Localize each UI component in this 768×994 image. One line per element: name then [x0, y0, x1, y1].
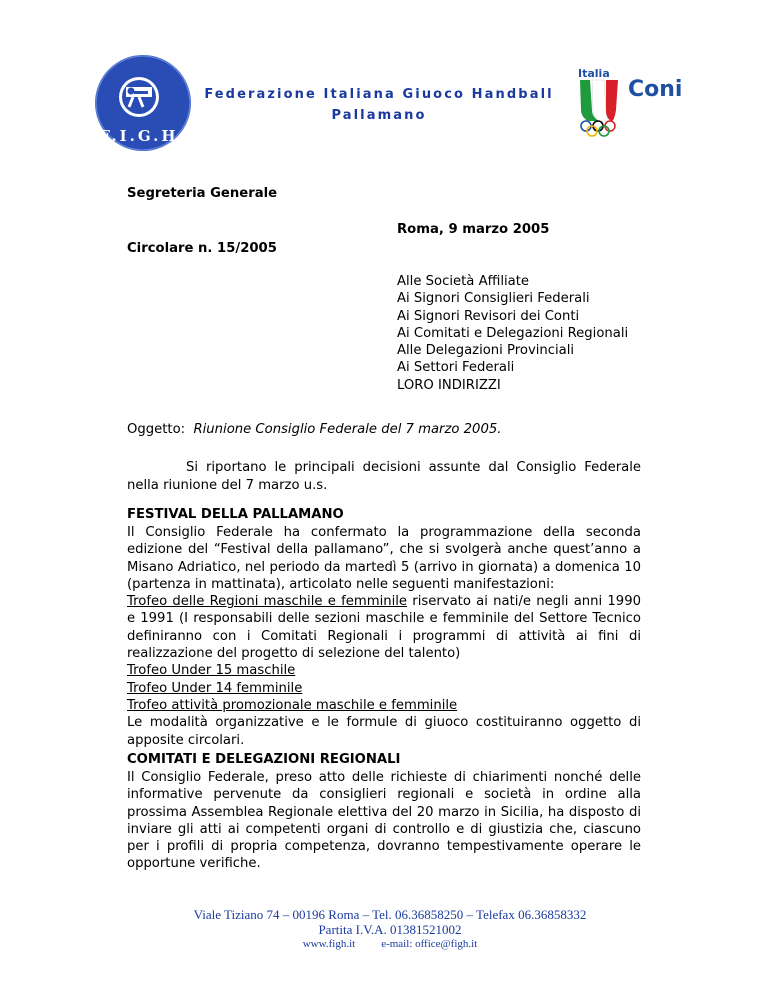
date-line: Roma, 9 marzo 2005	[397, 222, 550, 237]
footer-email-link[interactable]: e-mail: office@figh.it	[381, 938, 478, 950]
federation-name-line1: Federazione Italiana Giuoco Handball	[204, 87, 554, 102]
coni-logo-word: Coni	[628, 77, 683, 102]
section-festival-paragraph: Il Consiglio Federale ha confermato la programmazione della seconda edizione del “Festival della pallamano”, che si svolgerà anche quest’anno a Misano Adriatico, nel periodo da martedì 5 (arrivo in giornata) a domenica 10 (partenza in mattinata), articolato nelle seguenti manifestazioni:	[127, 525, 641, 592]
recipient-item: Ai Comitati e Delegazioni Regionali	[397, 325, 629, 341]
footer-vat: Partita I.V.A. 01381521002	[318, 922, 462, 937]
recipient-item: Ai Signori Consiglieri Federali	[397, 291, 590, 307]
trofeo-promozionale: Trofeo attività promozionale maschile e femminile	[127, 697, 458, 713]
subject-label: Oggetto:	[127, 422, 186, 437]
federation-name-line2: Pallamano	[331, 108, 427, 123]
federation-name	[198, 84, 560, 126]
circolare-number: Circolare n. 15/2005	[127, 241, 277, 256]
coni-logo	[576, 66, 701, 138]
footer-contacts	[140, 937, 640, 951]
trofeo-regioni-desc: riservato ai nati/e negli anni 1990 e 1991 (I responsabili delle sezioni maschile e femminile del Settore Tecnico definiranno con i Comitati Regionali i programmi di attività ai fini di realizzazione del progetto di selezione del talento)	[127, 594, 641, 662]
section-comitati	[127, 751, 641, 873]
recipient-item: Ai Signori Revisori dei Conti	[397, 308, 580, 324]
section-comitati-paragraph: Il Consiglio Federale, preso atto delle richieste di chiarimenti nonché delle informative pervenute da consiglieri regionali e società in ordine alla prossima Assemblea Regionale elettiva del 20 marzo in Sicilia, ha disposto di inviare gli atti ai competenti organi di controllo e di giustizia che, ciascuno per i profili di propria competenza, dovranno tempestivamente operare le opportune verifiche.	[127, 770, 641, 872]
section-festival-closing: Le modalità organizzative e le formule di giuoco costituiranno oggetto di apposite circolari.	[127, 715, 641, 748]
recipient-item: Alle Delegazioni Provinciali	[397, 343, 575, 359]
segreteria-label: Segreteria Generale	[127, 186, 278, 201]
intro-text: Si riportano le principali decisioni assunte dal Consiglio Federale nella riunione del 7 marzo u.s.	[127, 460, 641, 493]
section-comitati-title: COMITATI E DELEGAZIONI REGIONALI	[127, 752, 401, 767]
trofeo-under15: Trofeo Under 15 maschile	[127, 663, 296, 679]
figh-logo-letters: F.I.G.H.	[99, 127, 187, 145]
subject-text: Riunione Consiglio Federale del 7 marzo 2005.	[193, 422, 502, 437]
footer-website-link[interactable]: www.figh.it	[302, 938, 356, 950]
figh-logo	[93, 53, 193, 153]
recipient-item: LORO INDIRIZZI	[397, 377, 501, 393]
recipient-item: Alle Società Affiliate	[397, 274, 530, 289]
trofeo-under14: Trofeo Under 14 femminile	[127, 680, 303, 696]
footer-address: Viale Tiziano 74 – 00196 Roma – Tel. 06.36858250 – Telefax 06.36858332	[193, 907, 587, 922]
recipient-item: Ai Settori Federali	[397, 360, 515, 376]
olympic-rings-icon	[581, 121, 615, 136]
intro-paragraph	[127, 459, 641, 494]
recipients-list	[397, 273, 717, 394]
trofeo-regioni-title: Trofeo delle Regioni maschile e femminile	[127, 594, 408, 610]
section-festival	[127, 506, 641, 749]
subject-line	[127, 421, 501, 439]
section-festival-title: FESTIVAL DELLA PALLAMANO	[127, 507, 344, 522]
trofeo-regioni	[127, 593, 641, 662]
coni-logo-italia: Italia	[578, 67, 610, 80]
footer	[140, 907, 640, 951]
